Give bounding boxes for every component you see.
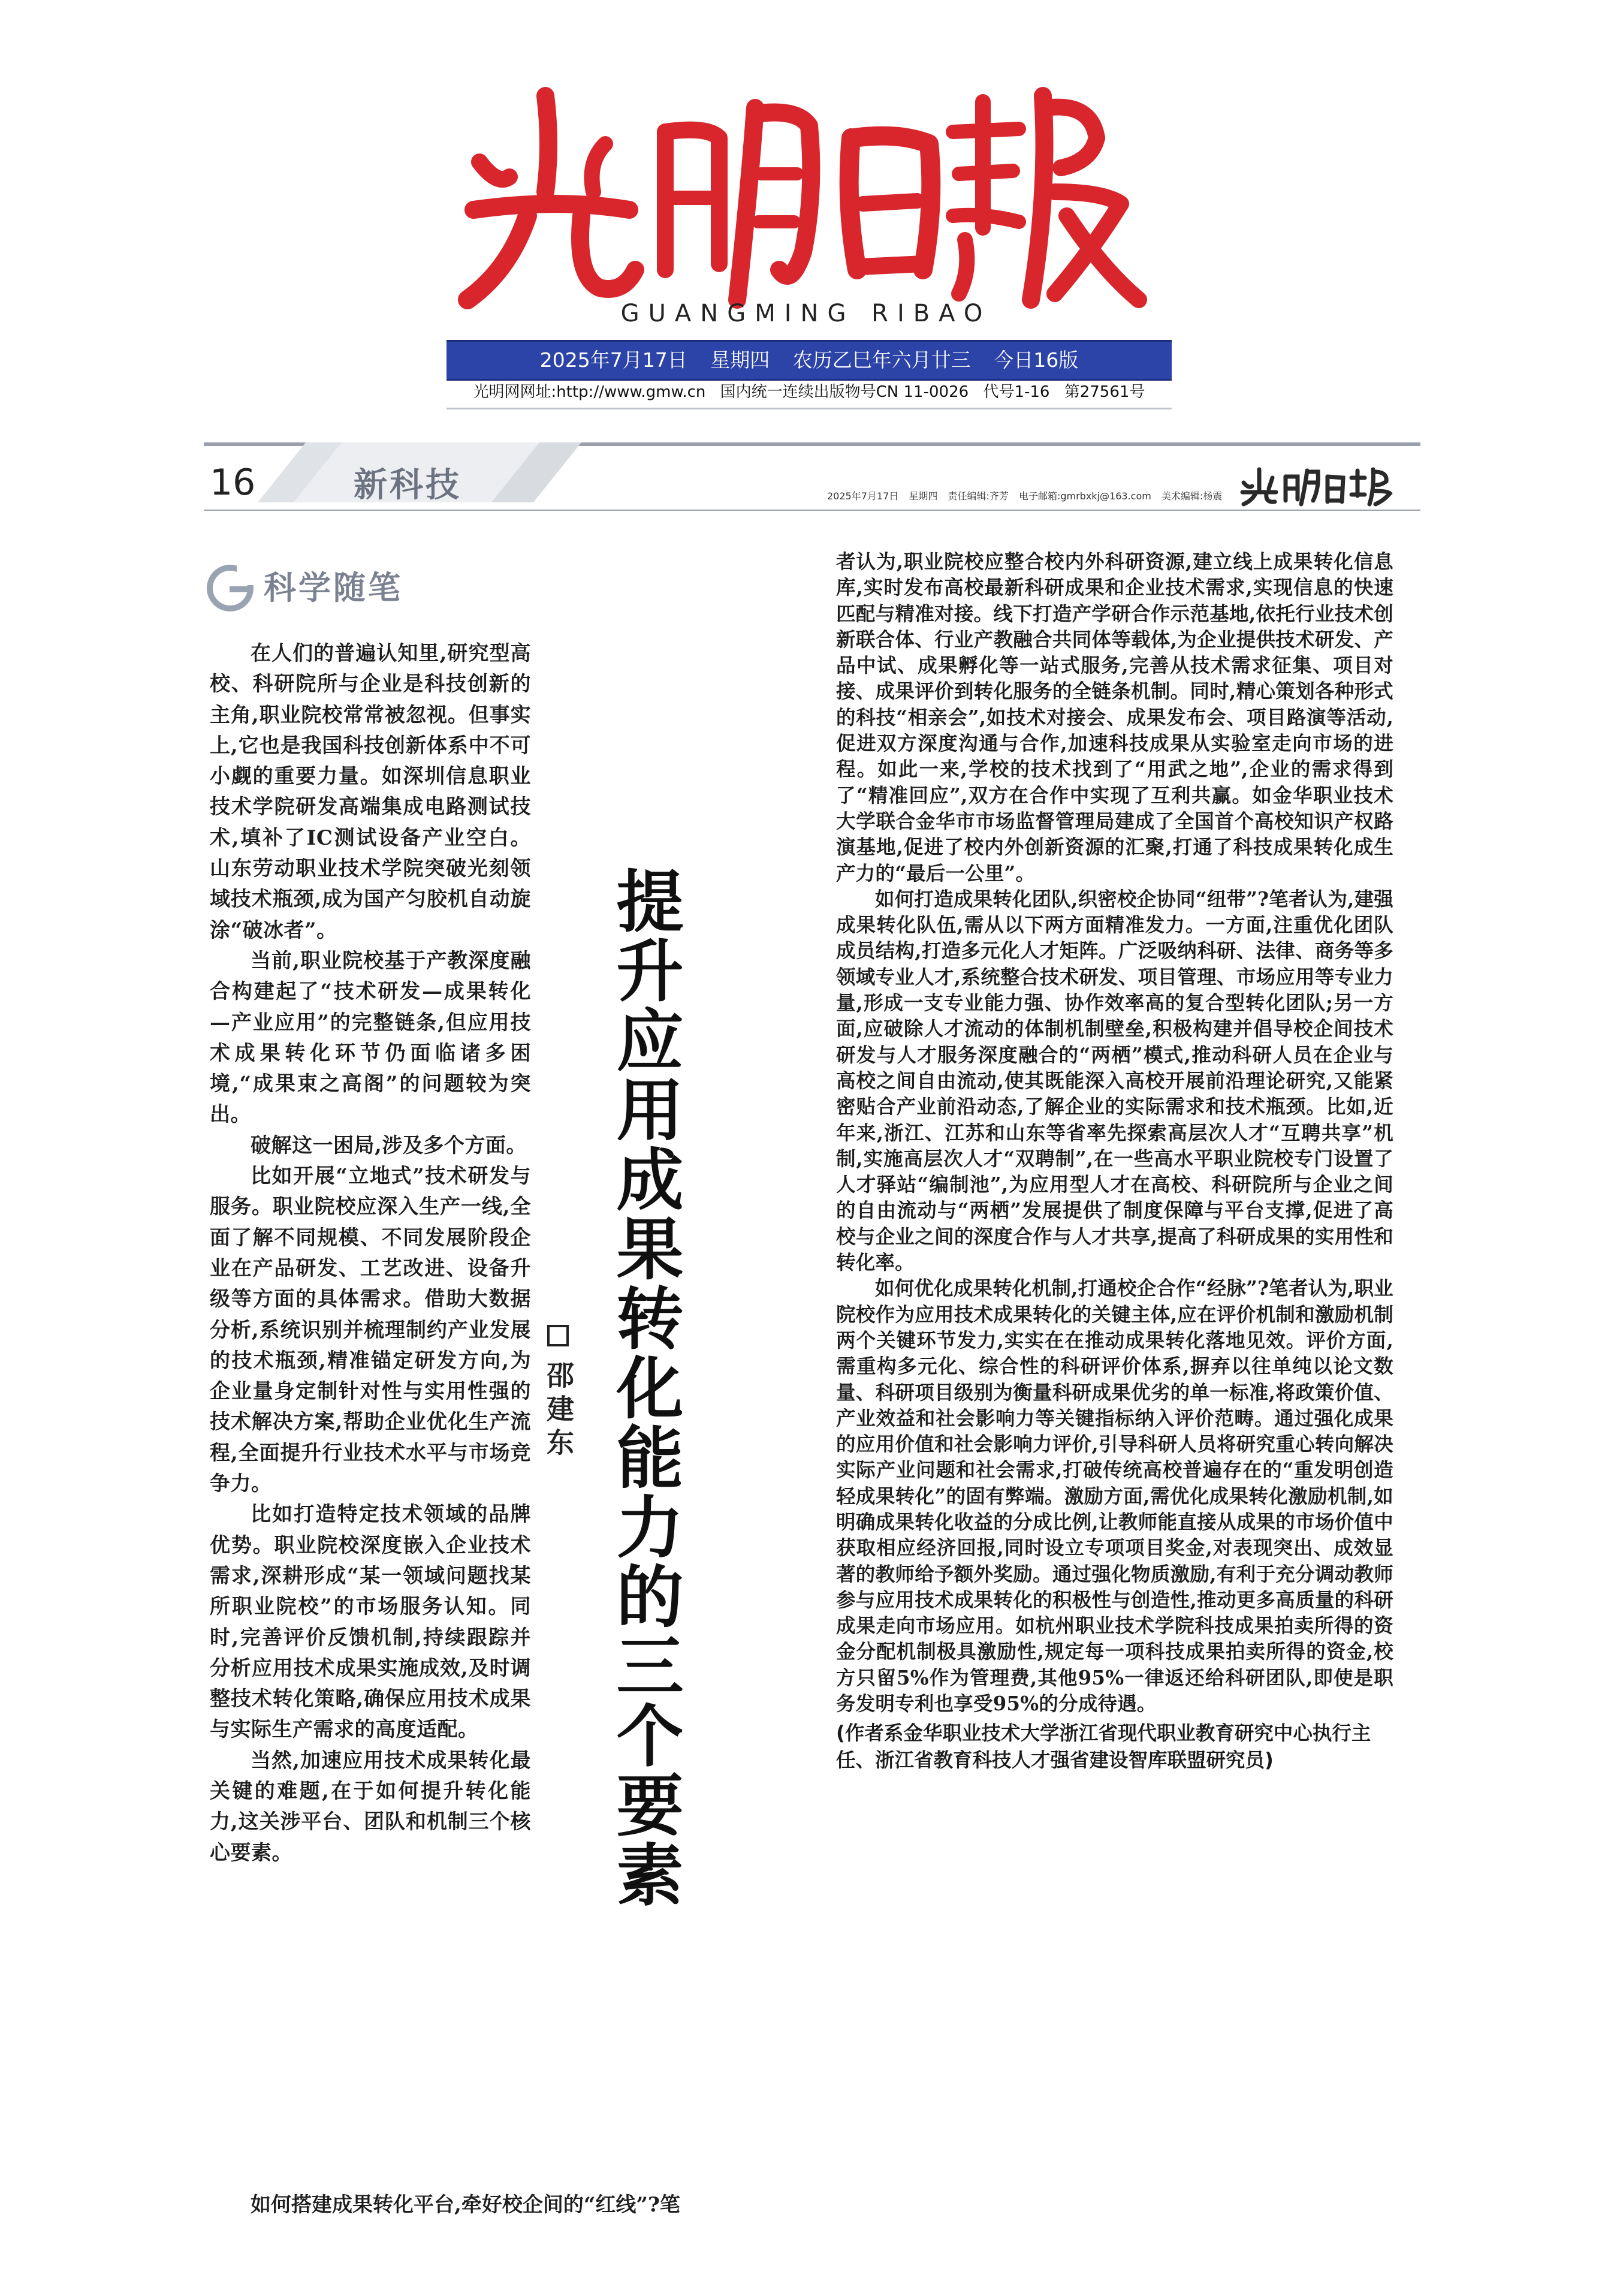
small-masthead-logo — [1238, 465, 1393, 507]
masthead-date-bar — [447, 340, 1172, 381]
column-title: 科学随笔 — [264, 569, 403, 607]
paragraph: 如何搭建成果转化平台,牵好校企间的“红线”?笔 — [251, 2193, 680, 2217]
science-essay-g-icon — [207, 565, 254, 611]
author-marker-box — [547, 1325, 569, 1346]
header-email: 电子邮箱:gmrbxkj@163.com — [1018, 490, 1151, 502]
issue-number: 第27561号 — [1064, 383, 1145, 401]
page-number: 16 — [210, 462, 256, 504]
issue-lunar-date: 农历乙巳年六月廿三 — [792, 348, 971, 372]
article-continuation-line — [210, 2189, 797, 2220]
paragraph: 者认为,职业院校应整合校内外科研资源,建立线上成果转化信息库,实时发布高校最新科研成果和企业技术需求,实现信息的快速匹配与精准对接。线下打造产学研合作示范基地,依托行业技术创新联合体、行业产教融合共同体等载体,为企业提供技术研发、产品中试、成果孵化等一站式服务,完善从技术需求征集、项目对接、成果评价到转化服务的全链条机制。同时,精心策划各种形式的科技“相亲会”,如技术对接会、成果发布会、项目路演等活动,促进双方深度沟通与合作,加速科技成果从实验室走向市场的进程。如此一来,学校的技术找到了“用武之地”,企业的需求得到了“精准回应”,双方在合作中实现了互利共赢。如金华职业技术大学联合金华市市场监督管理局建成了全国首个高校知识产权路演基地,促进了校内外创新资源的汇聚,打通了科技成果转化成生产力的“最后一公里”。 — [836, 550, 1393, 885]
paragraph: 如何优化成果转化机制,打通校企合作“经脉”?笔者认为,职业院校作为应用技术成果转化的关键主体,应在评价机制和激励机制两个关键环节发力,实实在在推动成果转化落地见效。评价方面,需重构多元化、综合性的科研评价体系,摒弃以往单纯以论文数量、科研项目级别为衡量科研成果优劣的单一标准,将政策价值、产业效益和社会影响力等关键指标纳入评价范畴。通过强化成果的应用价值和社会影响力评价,引导科研人员将研究重心转向解决实际产业问题和社会需求,打破传统高校普遍存在的“重发明创造轻成果转化”的固有弊端。激励方面,需优化成果转化激励机制,如明确成果转化收益的分成比例,让教师能直接从成果的市场价值中获取相应经济回报,同时设立专项项目奖金,对表现突出、成效显著的教师给予额外奖励。通过强化物质激励,有利于充分调动教师参与应用技术成果转化的积极性与创造性,推动更多高质量的科研成果走向市场应用。如杭州职业技术学院科技成果拍卖所得的资金分配机制极具激励性,规定每一项科技成果拍卖所得的资金,校方只留5%作为管理费,其他95%一律返还给科研团队,即使是职务发明专利也享受95%的分成待遇。 — [836, 1276, 1393, 1716]
masthead-divider — [447, 408, 1172, 409]
header-date: 2025年7月17日 — [827, 490, 899, 502]
author-affiliation-note: (作者系金华职业技术大学浙江省现代职业教育研究中心执行主任、浙江省教育科技人才强省建设智库联盟研究员) — [836, 1722, 1371, 1772]
issue-date: 2025年7月17日 — [539, 348, 687, 372]
article-column-right — [836, 549, 1393, 1774]
article-column-left — [210, 638, 531, 1869]
issue-page-count: 今日16版 — [994, 348, 1079, 372]
paragraph: 在人们的普遍认知里,研究型高校、科研院所与企业是科技创新的主角,职业院校常常被忽视。但事实上,它也是我国科技创新体系中不可小觑的重要力量。如深圳信息职业技术学院研发高端集成电路测试技术,填补了IC测试设备产业空白。山东劳动职业技术学院突破光刻领域技术瓶颈,成为国产匀胶机自动旋涂“破冰者”。 — [210, 641, 531, 942]
masthead-romanized-title: GUANGMING RIBAO — [620, 300, 992, 327]
page-header-meta — [827, 489, 1229, 502]
paragraph: 破解这一困局,涉及多个方面。 — [251, 1133, 527, 1158]
postal-code: 代号1-16 — [983, 383, 1050, 401]
paragraph: 如何打造成果转化团队,织密校企协同“纽带”?笔者认为,建强成果转化队伍,需从以下两方面精准发力。一方面,注重优化团队成员结构,打造多元化人才矩阵。广泛吸纳科研、法律、商务等多领域专业人才,系统整合技术研发、项目管理、市场应用等专业力量,形成一支专业能力强、协作效率高的复合型转化团队;另一方面,应破除人才流动的体制机制壁垒,积极构建并倡导校企间技术研发与人才服务深度融合的“两栖”模式,推动科研人员在企业与高校之间自由流动,使其既能深入高校开展前沿理论研究,又能紧密贴合产业前沿动态,了解企业的实际需求和技术瓶颈。比如,近年来,浙江、江苏和山东等省率先探索高层次人才“互聘共享”机制,实施高层次人才“双聘制”,在一些高水平职业院校专门设置了人才驿站“编制池”,为应用型人才在高校、科研院所与企业之间的自由流动与“两栖”发展提供了制度保障与平台支撑,促进了高校与企业之间的深度合作与人才共享,提高了科研成果的实用性和转化率。 — [836, 887, 1393, 1274]
paragraph: 当前,职业院校基于产教深度融合构建起了“技术研发—成果转化—产业应用”的完整链条,但应用技术成果转化环节仍面临诸多困境,“成果束之高阁”的问题较为突出。 — [210, 948, 531, 1127]
serial-number: 国内统一连续出版物号CN 11-0026 — [720, 383, 969, 401]
masthead-calligraphy-logo — [455, 72, 1157, 312]
page-header-divider — [204, 510, 1420, 511]
section-title: 新科技 — [354, 466, 461, 505]
header-editor: 责任编辑:齐芳 — [948, 490, 1009, 502]
header-weekday: 星期四 — [909, 490, 938, 502]
website-address: 光明网网址:http://www.gmw.cn — [473, 383, 706, 401]
publication-info — [447, 381, 1172, 403]
header-art-editor: 美术编辑:杨震 — [1161, 490, 1223, 502]
paragraph: 比如打造特定技术领域的品牌优势。职业院校深度嵌入企业技术需求,深耕形成“某一领域问题找某所职业院校”的市场服务认知。同时,完善评价反馈机制,持续跟踪并分析应用技术成果实施成效,及时调整技术转化策略,确保应用技术成果与实际生产需求的高度适配。 — [210, 1502, 531, 1742]
article-headline: 提升应用成果转化能力的三个要素 — [605, 866, 683, 1909]
article-author: 邵建东 — [542, 1361, 575, 1462]
issue-weekday: 星期四 — [710, 348, 770, 372]
paragraph: 比如开展“立地式”技术研发与服务。职业院校应深入生产一线,全面了解不同规模、不同发展阶段企业在产品研发、工艺改进、设备升级等方面的具体需求。借助大数据分析,系统识别并梳理制约产业发展的技术瓶颈,精准锚定研发方向,为企业量身定制针对性与实用性强的技术解决方案,帮助企业优化生产流程,全面提升行业技术水平与市场竞争力。 — [210, 1164, 531, 1496]
paragraph: 当然,加速应用技术成果转化最关键的难题,在于如何提升转化能力,这关涉平台、团队和机制三个核心要素。 — [210, 1748, 531, 1865]
